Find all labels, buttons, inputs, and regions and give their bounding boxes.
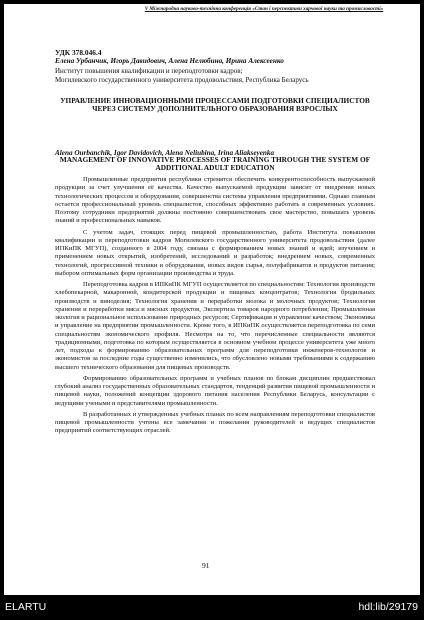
body-paragraph: С учетом задач, стоящих перед пищевой промышленностью, работа Института повышения квалификации и переподготовки кадров Могилевского государственного университета продовольствия (далее ИПКиПК МГУП), созданного в 2004 году, связана с формированием новых знаний и идей; изучением и применением новых открытий, изобретений, исследований и разработок; внедрением новых, современных технологий, прогрессивной техники и оборудования, новых видов сырья, полуфабрикатов и продуктов питания; выбором оптимальных форм организации производства и труда. [55,228,375,277]
affiliation-line-2: Могилевского государственного университета продовольствия, Республика Беларусь [55,76,309,84]
conference-header: V Міжнародна науково-технічна конференція «Стан і перспективи харчової науки та промисловості» [144,6,384,12]
repository-label: ELARTU [5,601,47,613]
page-number: 91 [202,561,210,570]
article-body [55,176,375,439]
body-paragraph: Промышленные предприятия республики стремятся обеспечить конкурентоспособность выпускаемой продукции за счет улучшения её качества. Качество выпускаемой продукции зависит от внедрения новых технологических процессов и оборудования, совершенства системы управления предприятиями. Однако главным остается профессиональный уровень специалистов, способных эффективно работать в современных условиях. Поэтому сотрудники предприятий должны постоянно совершенствовать свое мастерство, повышать уровень знаний и профессиональных навыков. [55,176,375,225]
authors-ru: Елена Урбанчик, Игорь Давидович, Алена Нелюбина, Ирина Алексеенко [55,57,284,65]
udc-code: УДК 378.046.4 [55,48,102,57]
document-page [4,4,420,595]
title-ru: УПРАВЛЕНИЕ ИННОВАЦИОННЫМИ ПРОЦЕССАМИ ПОДГОТОВКИ СПЕЦИАЛИСТОВ ЧЕРЕЗ СИСТЕМУ ДОПОЛНИТЕЛЬНОГО ОБРАЗОВАНИЯ ВЗРОСЛЫХ [60,96,370,114]
authors-en: Alena Ourbanchik, Igor Davidovich, Alena Neliubina, Irina Aliakseyenka [55,149,275,157]
body-paragraph: Формированию образовательных программ и учебных планов по блокам дисциплин предшествовал глубокий анализ государственных образовательных стандартов, тенденций развития пищевой промышленности и пищевой науки, положений концепции здорового питания населения Республики Беларусь, консультации с ведущими учеными и представителями промышленности. [55,374,375,407]
affiliation-line-1: Институт повышения квалификации и переподготовки кадров; [55,67,243,75]
handle-identifier: hdl:lib/29179 [358,601,418,613]
body-paragraph: В разработанных и утвержденных учебных планах по всем направлениям переподготовки специалистов пищевой промышленности учтены все замечания и пожелания руководителей и ведущих специалистов предприятий соответствующих отраслей. [55,410,375,435]
title-en: MANAGEMENT OF INNOVATIVE PROCESSES OF TRAINING THROUGH THE SYSTEM OF ADDITIONAL ADULT EDUCATION [59,155,371,173]
body-paragraph: Переподготовка кадров в ИПКиПК МГУП осуществляется по специальностям: Технология производств хлебопекарной, макаронной, кондитерской продукции и пищевых концентратов; Технология бродильных производств и виноделия; Технология хранения и переработки молока и молочных продуктов; Технология хранения и переработки мяса и мясных продуктов, Экспертиза товаров народного потребления; Промышленная экология и рациональное использование природных ресурсов; Сертификация и управление качеством; Экономика и управление на предприятии промышленности. Кроме того, в ИПКиПК осуществляется переподготовка по семи специальностям экономического профиля. Несмотря на то, что перечисленные специальности являются традиционными, подготовка по которым осуществляется в основном учебном процессе университета уже много лет, подходы к формированию образовательных программ для переподготовки инженеров-технологов и экономистов за последние годы существенно изменились, что обусловлено новыми требованиями к содержанию высшего технического образования для пищевых производств. [55,281,375,371]
